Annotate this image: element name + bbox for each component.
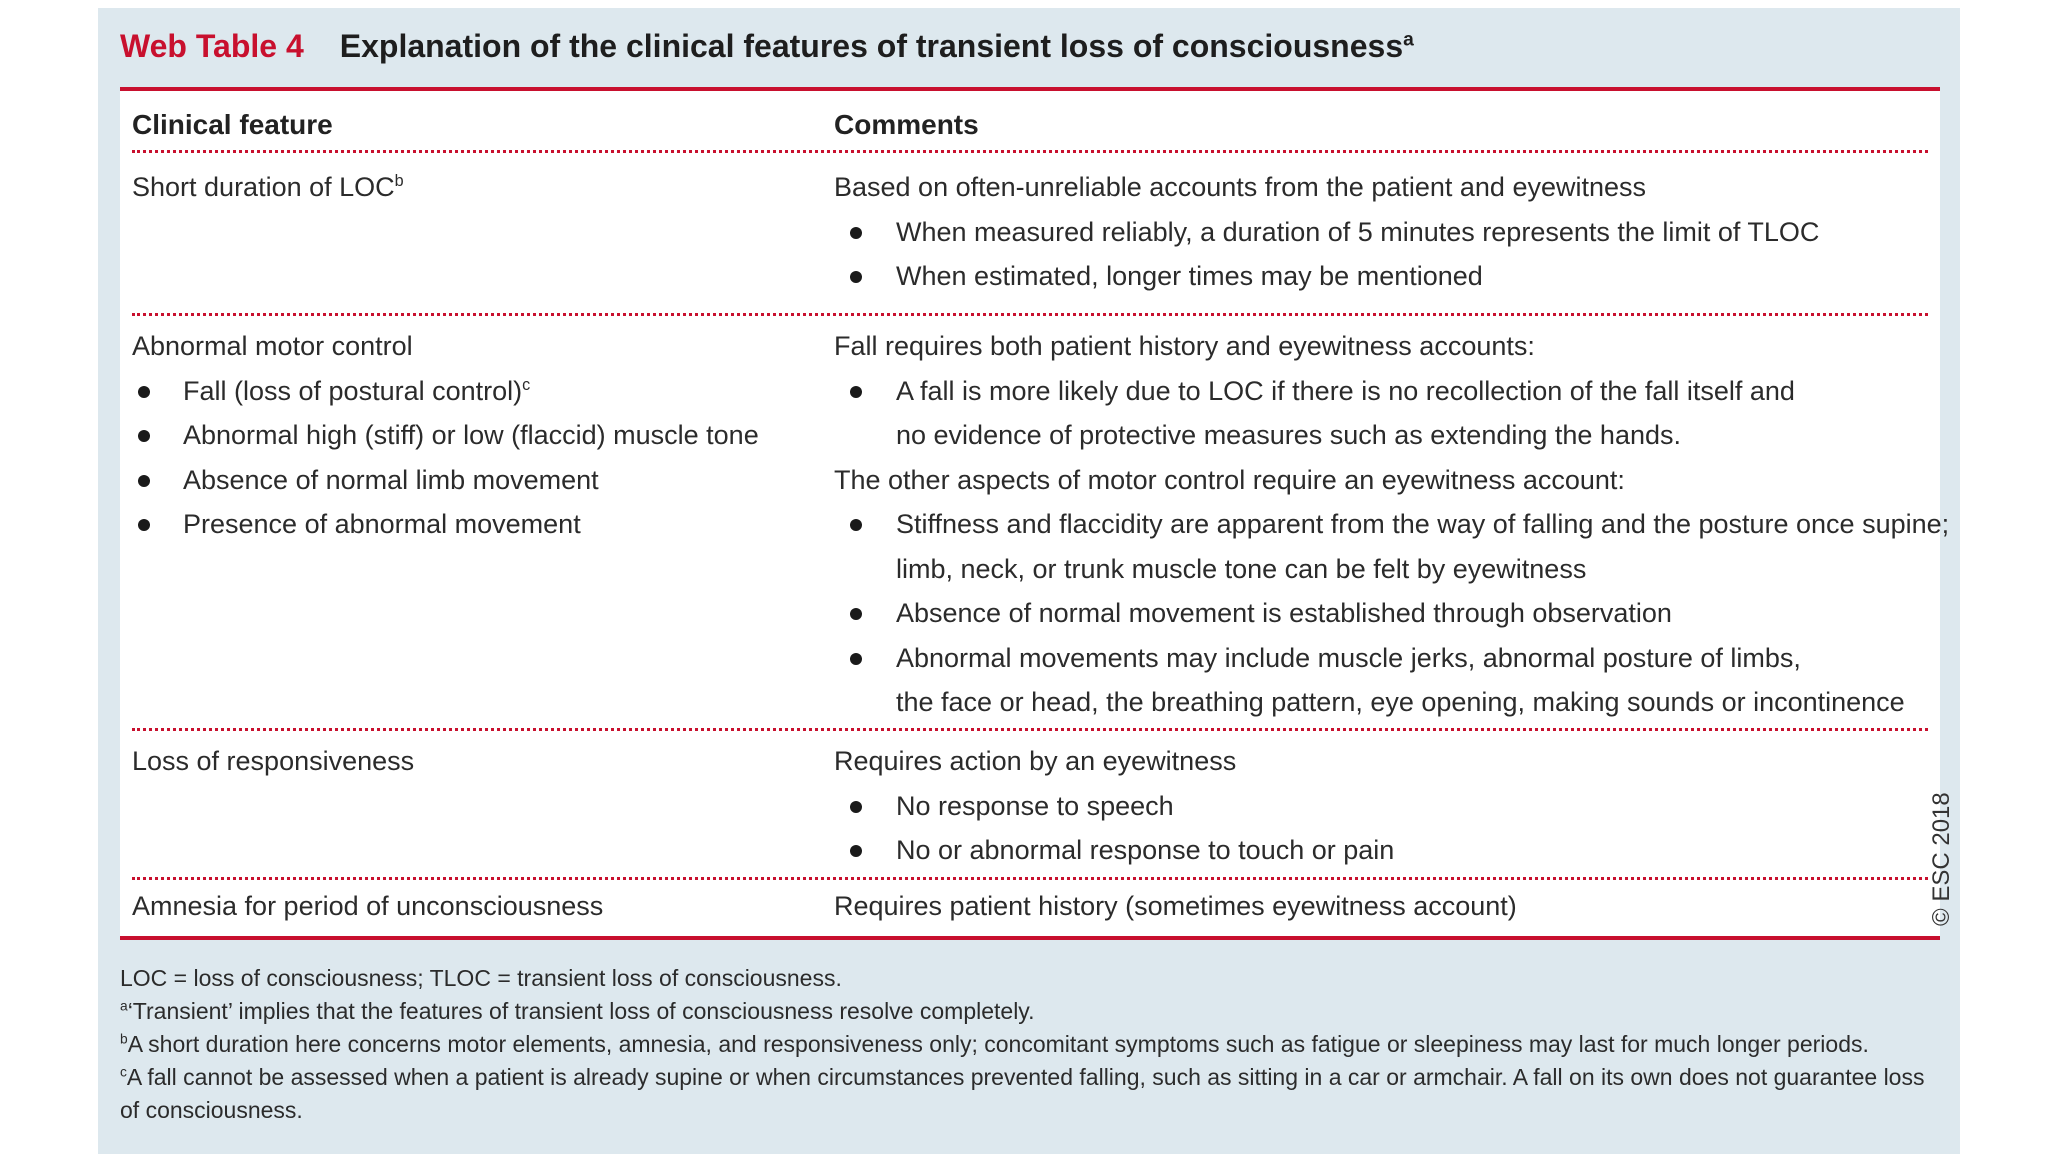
feature-bullet: Presence of abnormal movement [132,502,834,547]
footnote-mark: b [394,172,404,190]
footnote-mark: b [120,1031,128,1047]
title-footnote-mark: a [1403,29,1414,51]
feature-bullet-text: Fall (loss of postural control) [183,375,523,406]
comment-text: Based on often-unreliable accounts from the patient and eyewitness [834,172,1647,202]
footnote-text: A fall cannot be assessed when a patient is already supine or when circumstances prevented falling, such as sitting in a car or armchair. A fall on its own does not guarantee loss of consciousness. [120,1064,1925,1123]
comment-bullet: When estimated, longer times may be mentioned [834,254,1940,299]
footnote-b [120,1028,1950,1061]
footnote-mark: a [120,998,128,1014]
feature-bullet: Abnormal high (stiff) or low (flaccid) muscle tone [132,413,834,458]
comment-bullet: No response to speech [834,784,1940,829]
table-row [120,316,1950,728]
comment-bullet: Absence of normal movement is established through observation [834,591,1940,636]
feature-text: Loss of responsiveness [132,746,415,776]
footnote-abbreviations: LOC = loss of consciousness; TLOC = transient loss of consciousness. [120,965,842,991]
comment-text: The other aspects of motor control require an eyewitness account: [834,464,1625,495]
table-row [120,731,1940,877]
footnote-text: ‘Transient’ implies that the features of transient loss of consciousness resolve completely. [127,998,1035,1024]
comment-bullet-continuation: no evidence of protective measures such as extending the hands. [896,420,1681,450]
feature-bullet [132,369,834,414]
feature-cell [120,324,834,728]
table-label: Web Table 4 [120,28,304,64]
comment-bullet: When measured reliably, a duration of 5 minutes represents the limit of TLOC [834,210,1940,255]
feature-cell [120,884,834,936]
comment-text: Requires action by an eyewitness [834,746,1237,776]
feature-cell [120,165,834,313]
feature-text: Amnesia for period of unconsciousness [132,891,604,921]
comment-bullet: Stiffness and flaccidity are apparent from the way of falling and the posture once supine; [834,502,1940,547]
feature-text: Abnormal motor control [132,331,413,361]
header-clinical-feature: Clinical feature [132,109,333,140]
feature-cell [120,739,834,877]
comments-cell [834,165,1940,313]
feature-text: Short duration of LOC [132,172,395,202]
table-row [120,880,1940,936]
table-title [120,28,1414,65]
table-footnotes [120,962,1950,1127]
footnote-mark: c [522,375,531,394]
comment-bullet-continuation: limb, neck, or trunk muscle tone can be felt by eyewitness [896,553,1587,584]
comment-text: Requires patient history (sometimes eyewitness account) [834,891,1517,921]
comments-cell [834,884,1940,936]
feature-bullet: Absence of normal limb movement [132,458,834,503]
header-comments: Comments [834,109,979,140]
comment-text: Fall requires both patient history and eyewitness accounts: [834,331,1535,361]
table-row [120,153,1940,313]
comments-cell [834,324,1950,728]
comment-bullet: A fall is more likely due to LOC if there is no recollection of the fall itself and [834,369,1940,414]
comment-bullet: No or abnormal response to touch or pain [834,828,1940,873]
footnote-mark: c [120,1064,127,1080]
footnote-a [120,995,1950,1028]
comment-bullet-continuation: the face or head, the breathing pattern, eye opening, making sounds or incontinence [896,687,1905,717]
table-panel [98,8,1960,1154]
table-header-row [120,91,1940,150]
copyright-notice: © ESC 2018 [1928,792,1955,926]
table-title-text: Explanation of the clinical features of transient loss of consciousness [339,28,1404,64]
footnote-c [120,1061,1950,1127]
comments-cell [834,739,1940,877]
footnote-text: A short duration here concerns motor elements, amnesia, and responsiveness only; concomitant symptoms such as fatigue or sleepiness may last for much longer periods. [127,1031,1869,1057]
comment-bullet: Abnormal movements may include muscle jerks, abnormal posture of limbs, [834,636,1940,681]
